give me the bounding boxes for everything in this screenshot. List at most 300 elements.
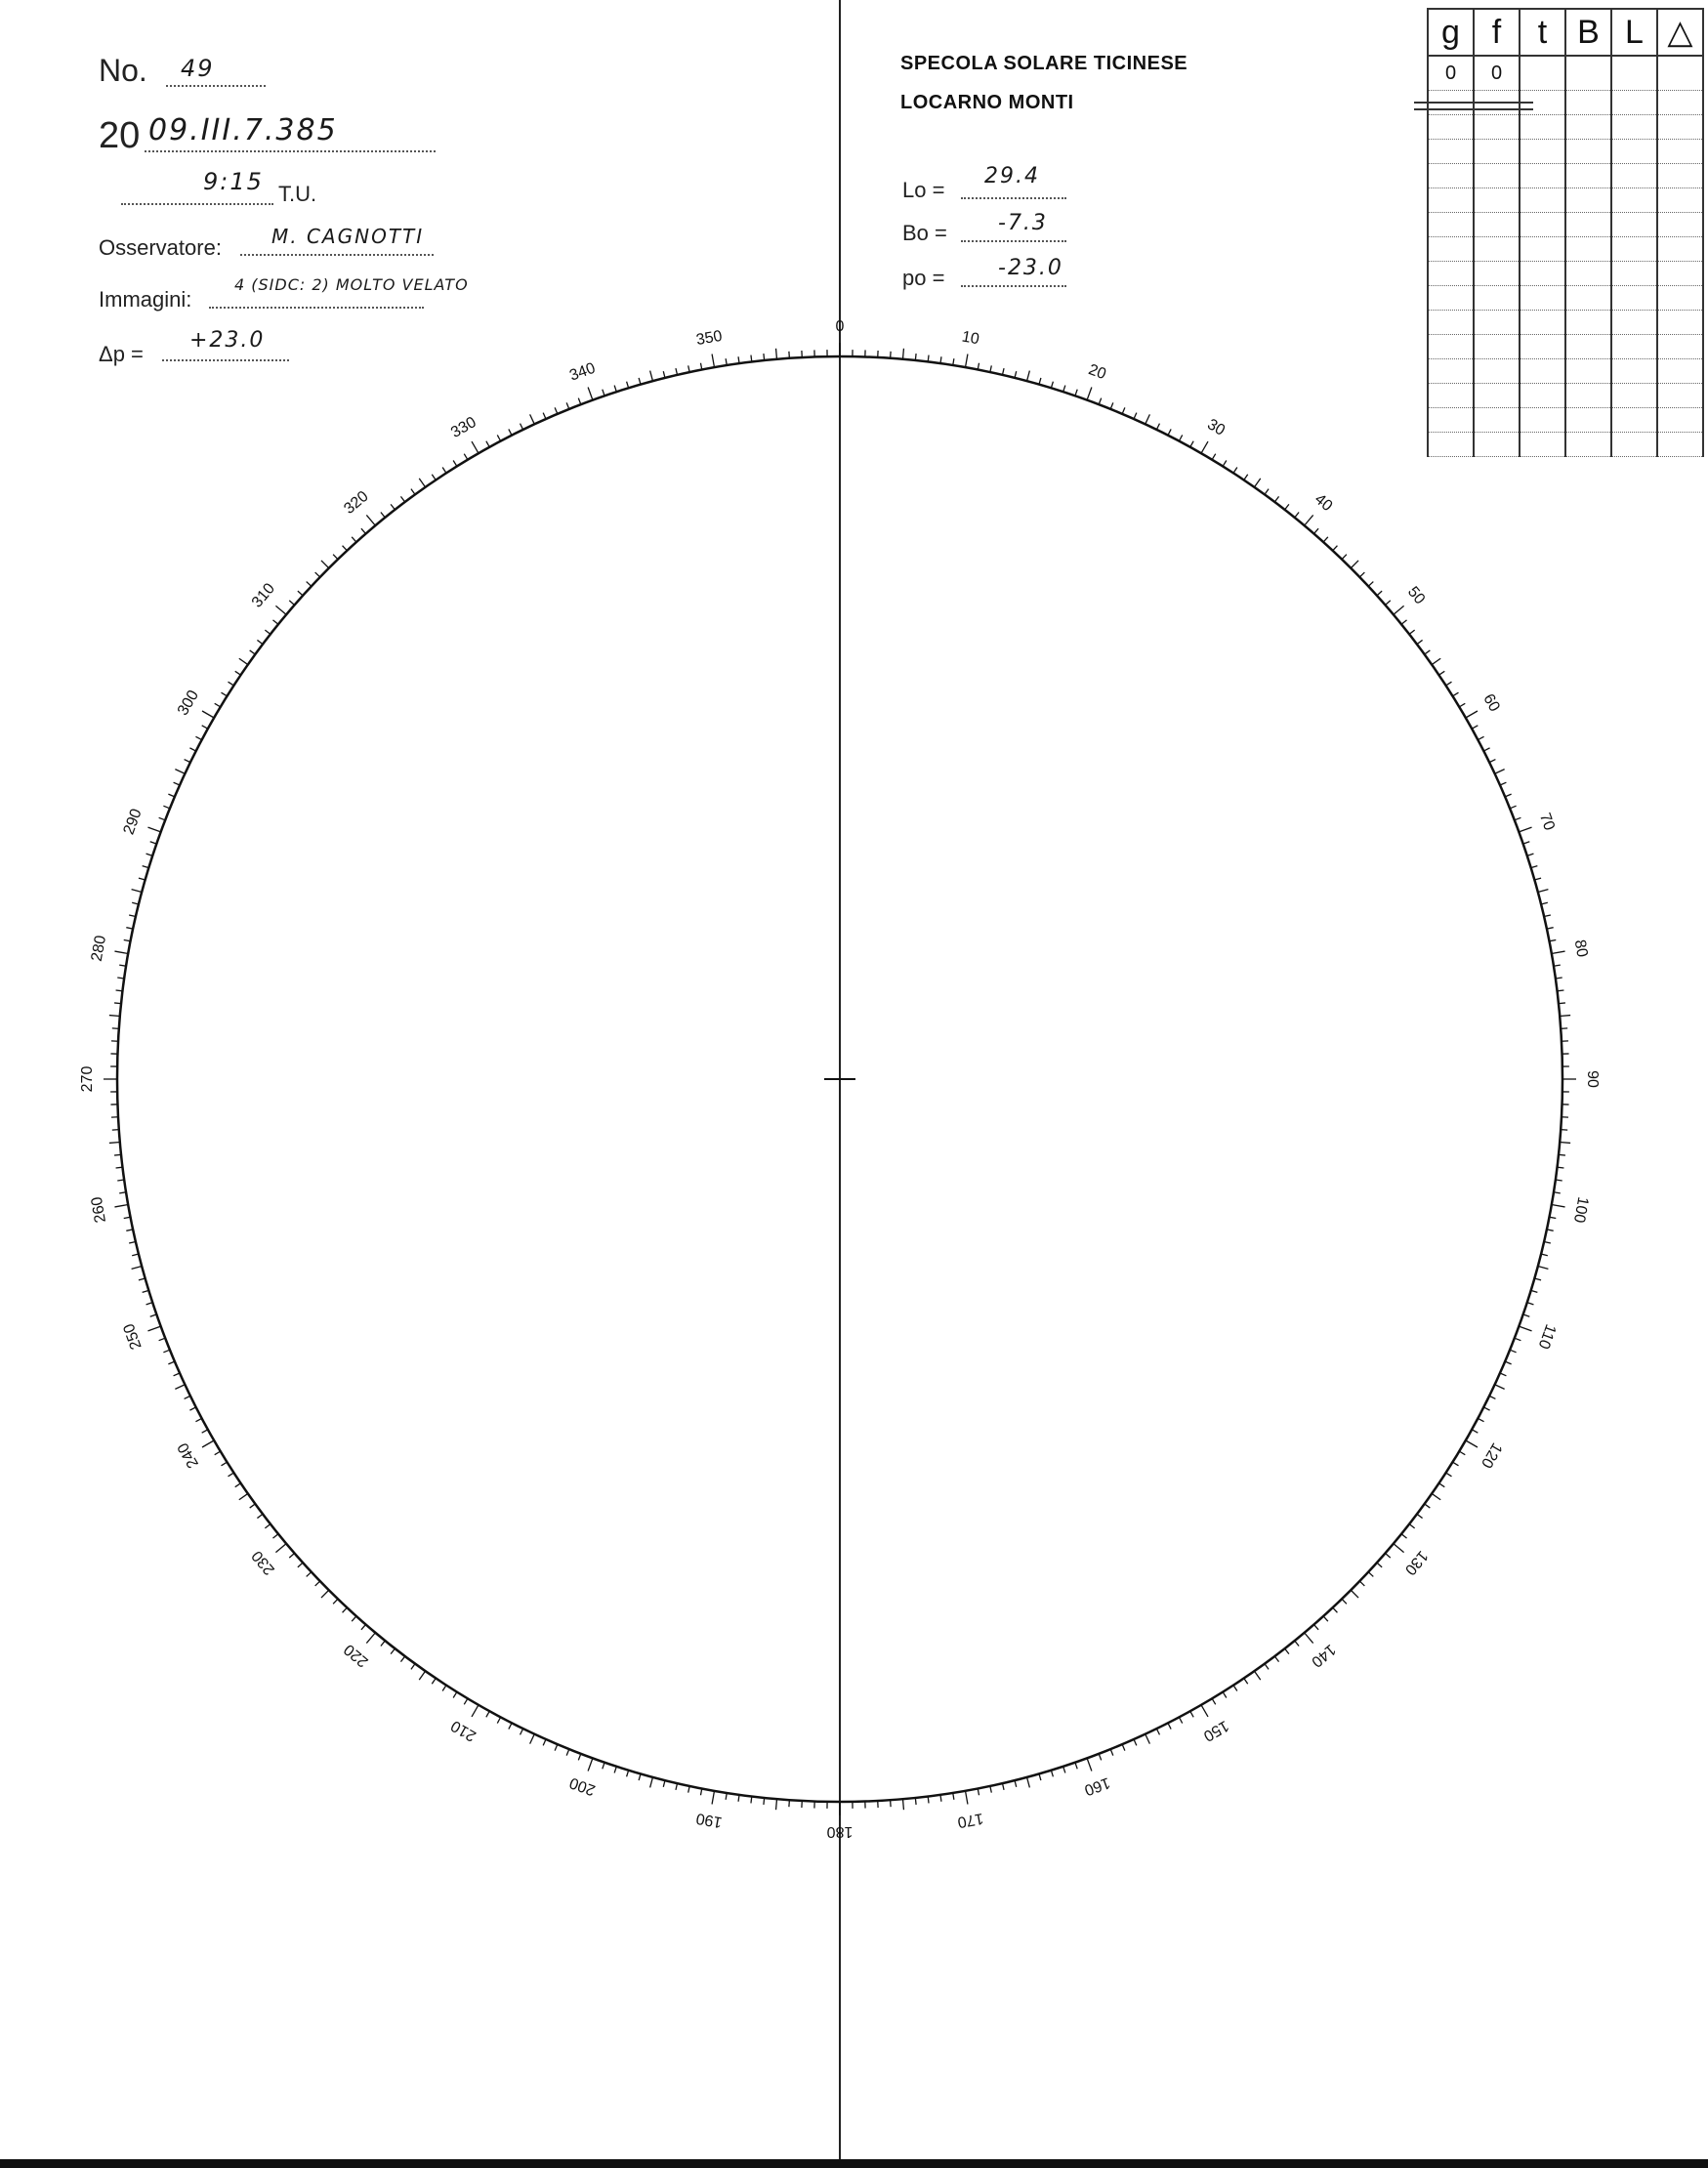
degree-tick <box>147 827 160 832</box>
degree-tick <box>185 1396 190 1398</box>
degree-tick <box>1254 1671 1260 1680</box>
degree-tick <box>521 1729 523 1734</box>
dp-value: +23.0 <box>189 328 266 353</box>
degree-tick <box>307 1572 312 1577</box>
degree-tick <box>676 368 678 375</box>
degree-tick <box>555 407 558 413</box>
degree-tick <box>265 1524 271 1528</box>
degree-tick <box>1541 902 1548 904</box>
degree-tick <box>419 479 425 487</box>
degree-tick <box>432 475 436 480</box>
degree-tick <box>464 1698 468 1704</box>
degree-tick <box>185 760 190 763</box>
degree-tick <box>265 630 271 634</box>
angle-label: 270 <box>79 1065 97 1093</box>
degree-tick <box>222 692 228 696</box>
degree-tick <box>1063 1767 1065 1773</box>
degree-tick <box>1212 454 1216 460</box>
degree-tick <box>1495 770 1505 774</box>
degree-tick <box>1385 1553 1390 1558</box>
degree-tick <box>361 1624 366 1629</box>
angle-label: 300 <box>174 688 203 719</box>
degree-tick <box>712 1791 714 1805</box>
degree-tick <box>163 1350 169 1353</box>
p0-label: po = <box>902 266 945 290</box>
degree-tick <box>1409 1524 1415 1528</box>
degree-tick <box>497 1717 500 1723</box>
degree-tick <box>902 1799 903 1810</box>
degree-tick <box>990 365 991 372</box>
angle-label: 250 <box>120 1321 146 1352</box>
degree-tick <box>1500 1373 1506 1376</box>
degree-tick <box>472 441 479 453</box>
degree-tick <box>168 794 174 797</box>
degree-tick <box>315 572 320 577</box>
l0-label: Lo = <box>902 178 945 202</box>
degree-tick <box>1342 555 1347 560</box>
degree-tick <box>1409 630 1415 634</box>
degree-tick <box>366 1633 375 1644</box>
angle-label: 340 <box>567 359 598 385</box>
degree-tick <box>915 1798 916 1805</box>
degree-tick <box>1099 1754 1102 1761</box>
degree-tick <box>1212 1698 1216 1704</box>
degree-tick <box>174 1373 180 1376</box>
angle-label: 320 <box>341 487 372 518</box>
degree-tick <box>566 402 569 408</box>
degree-tick <box>1489 760 1495 763</box>
degree-tick <box>229 1473 234 1477</box>
degree-tick <box>1531 1290 1538 1292</box>
degree-tick <box>764 1798 765 1805</box>
p0-value: -23.0 <box>998 256 1063 280</box>
degree-tick <box>235 1483 241 1487</box>
org-location: LOCARNO MONTI <box>900 92 1074 113</box>
degree-tick <box>411 489 415 495</box>
degree-tick <box>250 650 256 654</box>
degree-tick <box>315 1581 320 1586</box>
degree-tick <box>229 682 234 686</box>
degree-tick <box>1333 1607 1338 1612</box>
degree-tick <box>275 605 286 614</box>
degree-tick <box>486 1711 489 1717</box>
degree-tick <box>1274 1656 1278 1662</box>
degree-tick <box>1510 1350 1516 1353</box>
degree-tick <box>298 591 303 596</box>
degree-tick <box>530 1734 535 1744</box>
degree-tick <box>289 601 294 605</box>
angle-label: 10 <box>960 328 980 349</box>
degree-tick <box>1295 512 1299 517</box>
angle-label: 180 <box>826 1822 854 1840</box>
degree-tick <box>126 928 133 929</box>
degree-tick <box>1515 1338 1521 1341</box>
table-header-3: B <box>1565 9 1611 56</box>
degree-tick <box>1401 1534 1406 1538</box>
degree-tick <box>1323 537 1328 542</box>
degree-tick <box>1559 1003 1565 1004</box>
l0-value: 29.4 <box>984 164 1040 188</box>
degree-tick <box>464 454 468 460</box>
no-value: 49 <box>181 55 215 82</box>
date-value: 09.III.7.385 <box>148 113 338 147</box>
degree-tick <box>175 770 185 774</box>
degree-tick <box>1557 1167 1563 1168</box>
angle-label: 20 <box>1086 361 1108 384</box>
degree-tick <box>1323 1616 1328 1621</box>
degree-tick <box>1087 1758 1092 1771</box>
table-header-2: t <box>1520 9 1565 56</box>
degree-tick <box>1541 1254 1548 1256</box>
degree-tick <box>578 1754 581 1761</box>
degree-tick <box>588 387 593 399</box>
degree-tick <box>352 1616 356 1621</box>
degree-tick <box>1472 1430 1478 1433</box>
degree-tick <box>965 1791 967 1805</box>
degree-tick <box>257 1514 263 1518</box>
degree-tick <box>1560 1016 1570 1017</box>
degree-tick <box>321 561 329 568</box>
degree-tick <box>603 1763 604 1770</box>
angle-label: 230 <box>248 1547 278 1578</box>
degree-tick <box>432 1678 436 1684</box>
degree-tick <box>202 1430 208 1433</box>
degree-tick <box>381 512 385 517</box>
degree-tick <box>202 726 208 729</box>
degree-tick <box>400 1656 404 1662</box>
degree-tick <box>289 1553 294 1558</box>
degree-tick <box>1544 915 1551 917</box>
degree-tick <box>1557 990 1563 991</box>
degree-tick <box>1552 951 1565 953</box>
degree-tick <box>751 1796 752 1803</box>
degree-tick <box>1394 605 1404 614</box>
degree-tick <box>1122 1744 1125 1750</box>
no-label: No. <box>99 53 147 88</box>
degree-tick <box>1305 515 1313 525</box>
degree-tick <box>411 1664 415 1670</box>
degree-tick <box>1538 890 1549 893</box>
degree-tick <box>1446 682 1452 686</box>
angle-label: 40 <box>1311 490 1336 516</box>
degree-tick <box>132 890 143 893</box>
degree-tick <box>195 1418 201 1421</box>
degree-tick <box>250 1504 256 1508</box>
angle-label: 280 <box>88 934 110 963</box>
degree-tick <box>1295 1641 1299 1646</box>
degree-tick <box>139 878 146 880</box>
degree-tick <box>1122 407 1125 413</box>
degree-tick <box>352 537 356 542</box>
degree-tick <box>1377 1563 1382 1567</box>
degree-tick <box>566 1749 569 1755</box>
degree-tick <box>1244 475 1248 480</box>
degree-tick <box>1244 1678 1248 1684</box>
degree-tick <box>776 349 777 359</box>
degree-tick <box>129 1241 136 1243</box>
degree-tick <box>1432 658 1440 664</box>
degree-tick <box>1351 561 1358 568</box>
degree-tick <box>1156 1729 1159 1734</box>
degree-tick <box>1265 489 1269 495</box>
degree-tick <box>116 1167 123 1168</box>
angle-label: 120 <box>1477 1439 1506 1471</box>
degree-tick <box>1531 866 1538 868</box>
degree-tick <box>1087 387 1092 399</box>
degree-tick <box>650 1777 653 1788</box>
degree-tick <box>688 365 689 372</box>
degree-tick <box>1051 1771 1053 1777</box>
degree-tick <box>614 1767 616 1773</box>
angle-label: 90 <box>1583 1070 1601 1088</box>
degree-tick <box>751 355 752 362</box>
degree-tick <box>472 1705 479 1717</box>
degree-tick <box>239 658 248 664</box>
degree-tick <box>159 817 166 820</box>
angle-label: 160 <box>1082 1773 1112 1799</box>
degree-tick <box>509 1723 512 1729</box>
angle-label: 50 <box>1403 583 1429 608</box>
angle-label: 140 <box>1308 1641 1339 1671</box>
table-header-0: g <box>1428 9 1474 56</box>
degree-tick <box>333 1599 338 1604</box>
degree-tick <box>1534 1278 1541 1280</box>
degree-tick <box>1552 1204 1565 1206</box>
angle-label: 210 <box>448 1716 479 1745</box>
degree-tick <box>1201 1705 1208 1717</box>
angle-label: 330 <box>448 413 479 442</box>
degree-tick <box>1527 1303 1534 1305</box>
degree-tick <box>990 1786 991 1793</box>
degree-tick <box>688 1786 689 1793</box>
degree-tick <box>1438 1483 1444 1487</box>
degree-tick <box>1015 1780 1017 1787</box>
degree-tick <box>928 1796 929 1803</box>
angle-label: 110 <box>1534 1321 1560 1352</box>
degree-tick <box>150 842 157 844</box>
degree-tick <box>639 378 641 385</box>
degree-tick <box>1110 1749 1113 1755</box>
degree-tick <box>1134 1739 1137 1745</box>
angle-label: 190 <box>694 1809 724 1831</box>
degree-tick <box>1394 1544 1404 1553</box>
degree-tick <box>1483 748 1489 751</box>
degree-tick <box>400 496 404 502</box>
degree-tick <box>159 1338 166 1341</box>
degree-tick <box>239 1493 248 1499</box>
degree-tick <box>147 1326 160 1331</box>
degree-tick <box>1285 504 1289 510</box>
degree-tick <box>195 736 201 739</box>
degree-tick <box>1313 1624 1318 1629</box>
degree-tick <box>307 582 312 587</box>
degree-tick <box>1134 413 1137 419</box>
degree-tick <box>650 371 653 382</box>
degree-tick <box>116 990 123 991</box>
degree-tick <box>1039 378 1041 385</box>
degree-tick <box>1519 827 1531 832</box>
degree-tick <box>143 1290 149 1292</box>
dp-label: Δp = <box>99 342 144 366</box>
degree-tick <box>578 398 581 405</box>
degree-tick <box>453 1692 457 1698</box>
degree-tick <box>168 1361 174 1364</box>
degree-tick <box>1313 528 1318 533</box>
degree-tick <box>639 1773 641 1780</box>
degree-tick <box>1265 1664 1269 1670</box>
degree-tick <box>1027 371 1030 382</box>
degree-tick <box>114 1154 121 1155</box>
degree-tick <box>1510 806 1516 809</box>
degree-tick <box>588 1758 593 1771</box>
degree-tick <box>603 390 604 396</box>
degree-tick <box>1538 1267 1549 1270</box>
degree-tick <box>1063 386 1065 393</box>
degree-tick <box>1233 1686 1237 1691</box>
degree-tick <box>543 413 546 419</box>
degree-tick <box>114 1204 128 1206</box>
table-header-1: f <box>1474 9 1520 56</box>
angle-label: 30 <box>1204 416 1229 439</box>
degree-tick <box>1223 461 1227 467</box>
degree-tick <box>1453 692 1459 696</box>
degree-tick <box>235 671 241 675</box>
degree-tick <box>321 1590 329 1598</box>
degree-tick <box>1201 441 1208 453</box>
degree-tick <box>1233 468 1237 474</box>
degree-tick <box>366 515 375 525</box>
angle-label: 350 <box>694 327 724 350</box>
degree-tick <box>521 424 523 430</box>
observer-label: Osservatore: <box>99 235 222 260</box>
degree-tick <box>1459 1451 1465 1455</box>
scan-bottom-edge <box>0 2159 1708 2168</box>
b0-label: Bo = <box>902 221 947 245</box>
degree-tick <box>1146 1734 1150 1744</box>
degree-tick <box>1505 1361 1511 1364</box>
degree-tick <box>1027 1777 1030 1788</box>
degree-tick <box>442 1686 446 1691</box>
degree-tick <box>1559 1154 1565 1155</box>
degree-tick <box>453 461 457 467</box>
degree-tick <box>1417 1514 1423 1518</box>
degree-tick <box>361 528 366 533</box>
degree-tick <box>1505 794 1511 797</box>
degree-tick <box>1401 620 1406 624</box>
degree-tick <box>1168 429 1171 435</box>
degree-tick <box>1472 726 1478 729</box>
degree-tick <box>1156 424 1159 430</box>
degree-tick <box>174 782 180 785</box>
degree-tick <box>1223 1692 1227 1698</box>
degree-tick <box>1459 703 1465 707</box>
degree-tick <box>114 1003 121 1004</box>
degree-tick <box>189 1407 195 1410</box>
degree-tick <box>298 1563 303 1567</box>
degree-tick <box>1285 1648 1289 1654</box>
degree-tick <box>627 1771 629 1777</box>
degree-tick <box>175 1385 185 1390</box>
degree-tick <box>663 1780 665 1787</box>
angle-label: 290 <box>120 807 146 837</box>
degree-tick <box>486 441 489 447</box>
degree-tick <box>764 354 765 360</box>
table-header-4: L <box>1611 9 1657 56</box>
degree-tick <box>1495 1385 1505 1390</box>
degree-tick <box>1179 435 1182 440</box>
degree-tick <box>202 1440 214 1447</box>
degree-tick <box>215 1451 221 1455</box>
degree-tick <box>663 371 665 378</box>
degree-tick <box>902 349 903 359</box>
angle-label: 240 <box>174 1439 203 1471</box>
degree-tick <box>1483 1407 1489 1410</box>
degree-tick <box>1190 1711 1193 1717</box>
degree-tick <box>132 1254 139 1256</box>
angle-label: 100 <box>1569 1195 1592 1225</box>
org-name: SPECOLA SOLARE TICINESE <box>900 53 1188 74</box>
angle-label: 70 <box>1535 811 1558 833</box>
degree-tick <box>1342 1599 1347 1604</box>
degree-tick <box>915 354 916 360</box>
degree-tick <box>150 1314 157 1316</box>
degree-tick <box>1523 842 1530 844</box>
degree-tick <box>1500 782 1506 785</box>
degree-tick <box>132 1267 143 1270</box>
degree-tick <box>1478 1418 1483 1421</box>
degree-tick <box>442 468 446 474</box>
degree-tick <box>1544 1241 1551 1243</box>
date-prefix: 20 <box>99 115 141 156</box>
degree-tick <box>272 1534 277 1538</box>
degree-tick <box>1527 854 1534 855</box>
degree-tick <box>1002 368 1004 375</box>
degree-tick <box>333 555 338 560</box>
degree-tick <box>163 806 169 809</box>
angle-label: 220 <box>341 1641 372 1671</box>
degree-tick <box>146 854 153 855</box>
degree-tick <box>530 414 535 424</box>
angle-label: 260 <box>88 1195 110 1225</box>
table-cell: 0 <box>1428 56 1474 91</box>
degree-tick <box>419 1671 425 1680</box>
degree-tick <box>381 1641 385 1646</box>
degree-tick <box>1446 1473 1452 1477</box>
degree-tick <box>129 915 136 917</box>
degree-tick <box>114 951 128 953</box>
degree-tick <box>109 1016 120 1017</box>
degree-tick <box>1305 1633 1313 1644</box>
degree-tick <box>1351 1590 1358 1598</box>
b0-value: -7.3 <box>998 211 1048 235</box>
degree-tick <box>215 703 221 707</box>
degree-tick <box>1466 711 1478 718</box>
angle-label: 60 <box>1479 690 1503 715</box>
table-header-5: △ <box>1657 9 1703 56</box>
observer-value: M. CAGNOTTI <box>271 225 425 248</box>
degree-tick <box>1359 1581 1364 1586</box>
degree-tick <box>1110 402 1113 408</box>
degree-tick <box>1039 1773 1041 1780</box>
images-label: Immagini: <box>99 287 192 312</box>
angle-label: 0 <box>835 318 845 336</box>
degree-tick <box>1051 382 1053 389</box>
angle-label: 200 <box>567 1773 598 1799</box>
degree-tick <box>555 1744 558 1750</box>
degree-tick <box>343 546 348 551</box>
degree-tick <box>1254 479 1260 487</box>
degree-tick <box>627 382 629 389</box>
